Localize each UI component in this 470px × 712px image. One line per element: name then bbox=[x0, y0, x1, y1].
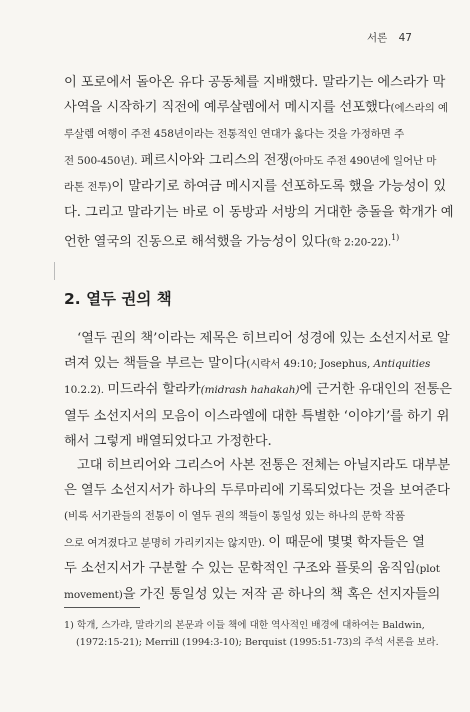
body-line: 으로 여겨졌다고 분명히 가리키지는 않지만). 이 때문에 몇몇 학자들은 열 bbox=[64, 534, 425, 550]
body-line: 이 포로에서 돌아온 유다 공동체를 지배했다. 말라기는 에스라가 막 bbox=[64, 75, 446, 90]
body-line: 사역을 시작하기 직전에 예루살렘에서 메시지를 선포했다(에스라의 예 bbox=[64, 100, 448, 116]
margin-mark bbox=[54, 262, 55, 280]
footnote-divider bbox=[64, 607, 140, 608]
body-line: movement)을 가진 통일성 있는 저작 곧 하나의 책 혹은 선지자들의 bbox=[64, 587, 441, 603]
footnote-ref: 1) bbox=[391, 233, 400, 243]
body-line: 10.2.2). 미드라쉬 할라카(midrash hahakah)에 근거한 유대인의 전통은 bbox=[64, 382, 452, 398]
body-line: 두 소선지서가 구분할 수 있는 문학적인 구조와 플롯의 움직임(plot bbox=[64, 560, 440, 576]
page-number: 47 bbox=[398, 32, 412, 44]
footnote-line: (1972:15-21); Merrill (1994:3-10); Berquist (1995:51-73)의 주석 서론을 보라. bbox=[76, 637, 439, 648]
section-heading: 2. 열두 권의 책 bbox=[64, 290, 172, 308]
footnote bbox=[64, 617, 439, 651]
body-line: 해서 그렇게 배열되었다고 가정한다. bbox=[64, 433, 272, 449]
body-line: 고대 히브리어와 그리스어 사본 전통은 전체는 아닐지라도 대부분 bbox=[77, 458, 450, 473]
body-line: 언한 열국의 진동으로 해석했을 가능성이 있다(학 2:20-22).$^{1)}$ bbox=[64, 233, 400, 250]
body-line: 라톤 전투)이 말라기로 하여금 메시지를 선포하도록 했을 가능성이 있 bbox=[64, 178, 447, 194]
paragraph-twelve-books bbox=[64, 326, 452, 454]
body-line: 은 열두 소선지서가 하나의 두루마리에 기록되었다는 것을 보여준다 bbox=[64, 483, 450, 499]
body-line: 다. 그리고 말라기는 바로 이 동방과 서방의 거대한 충돌을 학개가 예 bbox=[64, 205, 454, 221]
body-line: 루살렘 여행이 주전 458년이라는 전통적인 연대가 옳다는 것을 가정하면 주 bbox=[64, 128, 405, 141]
intro-paragraph bbox=[64, 70, 454, 256]
running-header bbox=[367, 30, 412, 45]
body-line: 열두 소선지서의 모음이 이스라엘에 대한 특별한 ‘이야기’를 하기 위 bbox=[64, 408, 450, 424]
body-line: ‘열두 권의 책’이라는 제목은 히브리어 성경에 있는 소선지서로 알 bbox=[77, 331, 450, 346]
paragraph-manuscripts bbox=[64, 453, 450, 608]
body-line: (비록 서기관들의 전통이 이 열두 권의 책들이 통일성 있는 하나의 문학 작품 bbox=[64, 510, 405, 523]
body-line: 려져 있는 책들을 부르는 말이다(시락서 49:10; Josephus, Antiquities bbox=[64, 356, 431, 372]
footnote-line: 1) 학개, 스가랴, 말라기의 본문과 이들 책에 대한 역사적인 배경에 대하여는 Baldwin, bbox=[64, 620, 425, 631]
running-header-section-title: 서론 bbox=[366, 32, 388, 44]
body-line: 전 500-450년). 페르시아와 그리스의 전쟁(아마도 주전 490년에 일어난 마 bbox=[64, 152, 437, 168]
